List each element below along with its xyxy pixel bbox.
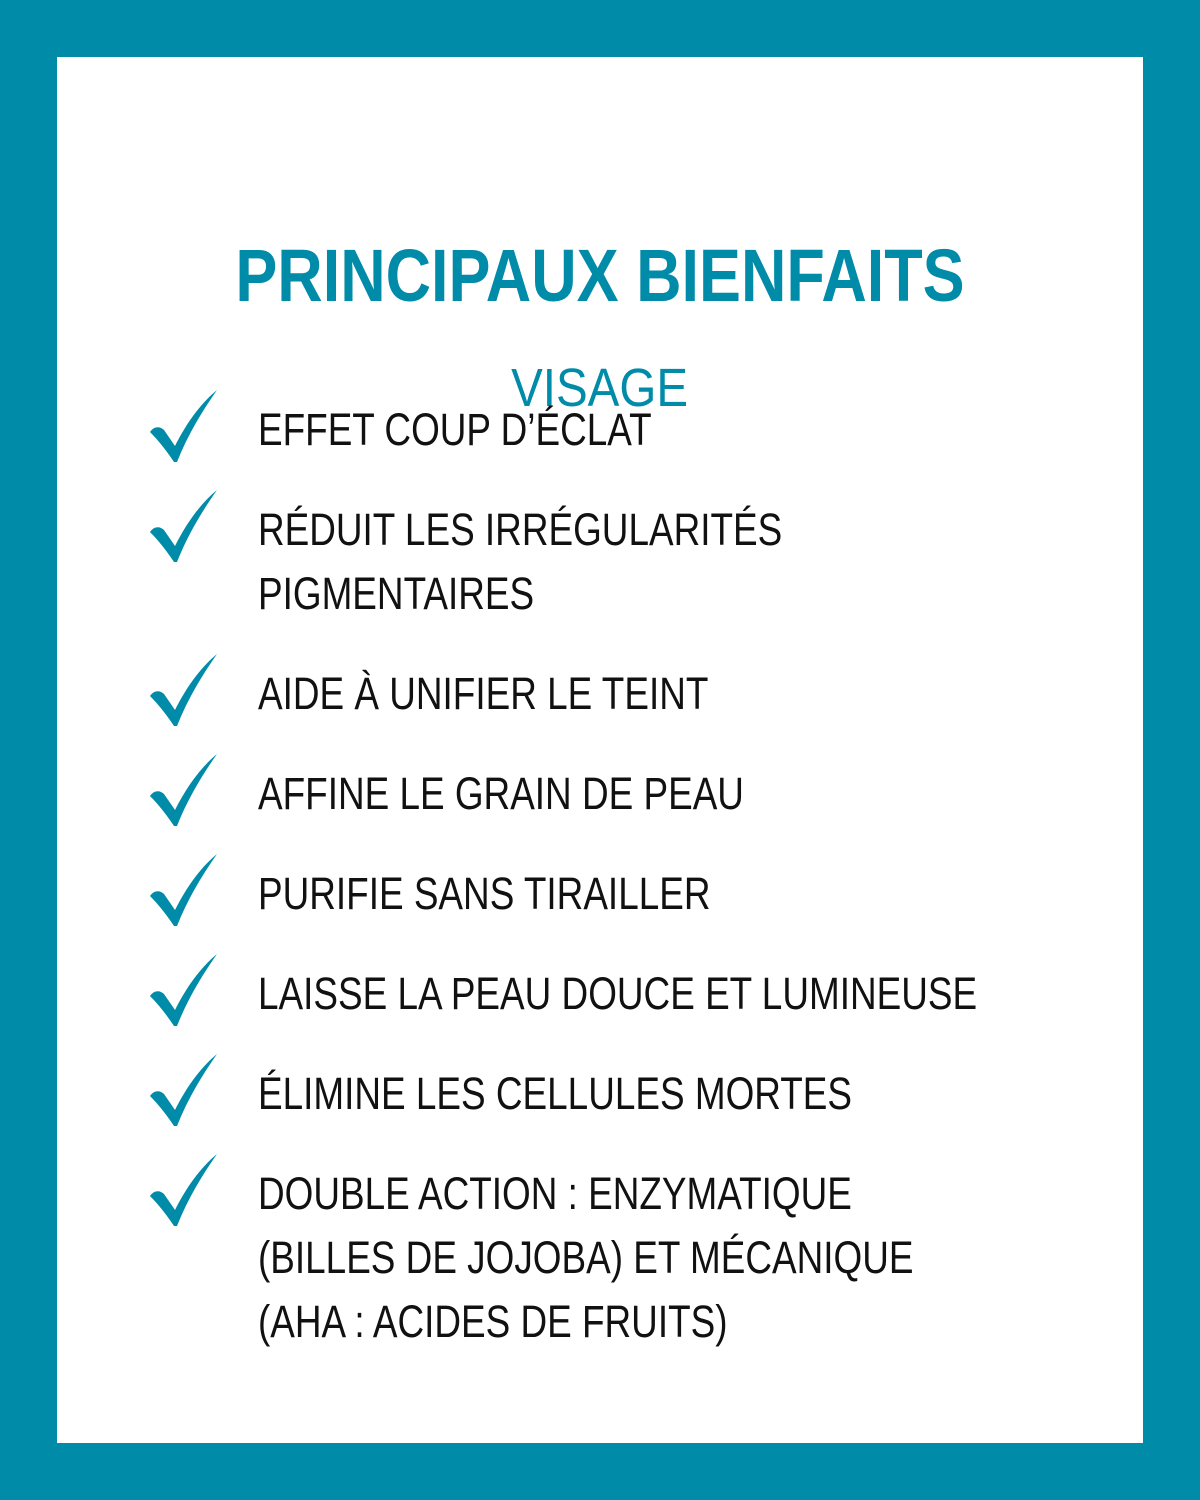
item-text-line: (AHA : ACIDES DE FRUITS): [258, 1296, 728, 1347]
list-item: [148, 398, 1098, 462]
list-item: [148, 762, 1098, 826]
list-item: [148, 962, 1098, 1026]
check-icon: [148, 654, 218, 726]
item-text-line: ÉLIMINE LES CELLULES MORTES: [258, 1068, 853, 1119]
check-icon: [148, 854, 218, 926]
item-text-line: LAISSE LA PEAU DOUCE ET LUMINEUSE: [258, 968, 978, 1019]
benefits-list: [148, 398, 1098, 1390]
item-text-line: EFFET COUP D’ÉCLAT: [258, 404, 652, 455]
list-item: [148, 1062, 1098, 1126]
check-icon: [148, 490, 218, 562]
check-icon: [148, 1054, 218, 1126]
list-item: [148, 1162, 1098, 1354]
page-title: [57, 233, 1143, 318]
item-text-line: PURIFIE SANS TIRAILLER: [258, 868, 711, 919]
item-text-line: DOUBLE ACTION : ENZYMATIQUE: [258, 1168, 852, 1219]
list-item: [148, 862, 1098, 926]
check-icon: [148, 1154, 218, 1226]
title-text: PRINCIPAUX BIENFAITS: [235, 234, 965, 317]
item-text-line: (BILLES DE JOJOBA) ET MÉCANIQUE: [258, 1232, 914, 1283]
list-item: [148, 498, 1098, 626]
item-text-line: RÉDUIT LES IRRÉGULARITÉS: [258, 504, 783, 555]
check-icon: [148, 954, 218, 1026]
item-text-line: AFFINE LE GRAIN DE PEAU: [258, 768, 744, 819]
subtitle-text: VISAGE: [511, 358, 689, 418]
check-icon: [148, 390, 218, 462]
item-text-line: PIGMENTAIRES: [258, 568, 535, 619]
item-text-line: AIDE À UNIFIER LE TEINT: [258, 668, 709, 719]
list-item: [148, 662, 1098, 726]
check-icon: [148, 754, 218, 826]
